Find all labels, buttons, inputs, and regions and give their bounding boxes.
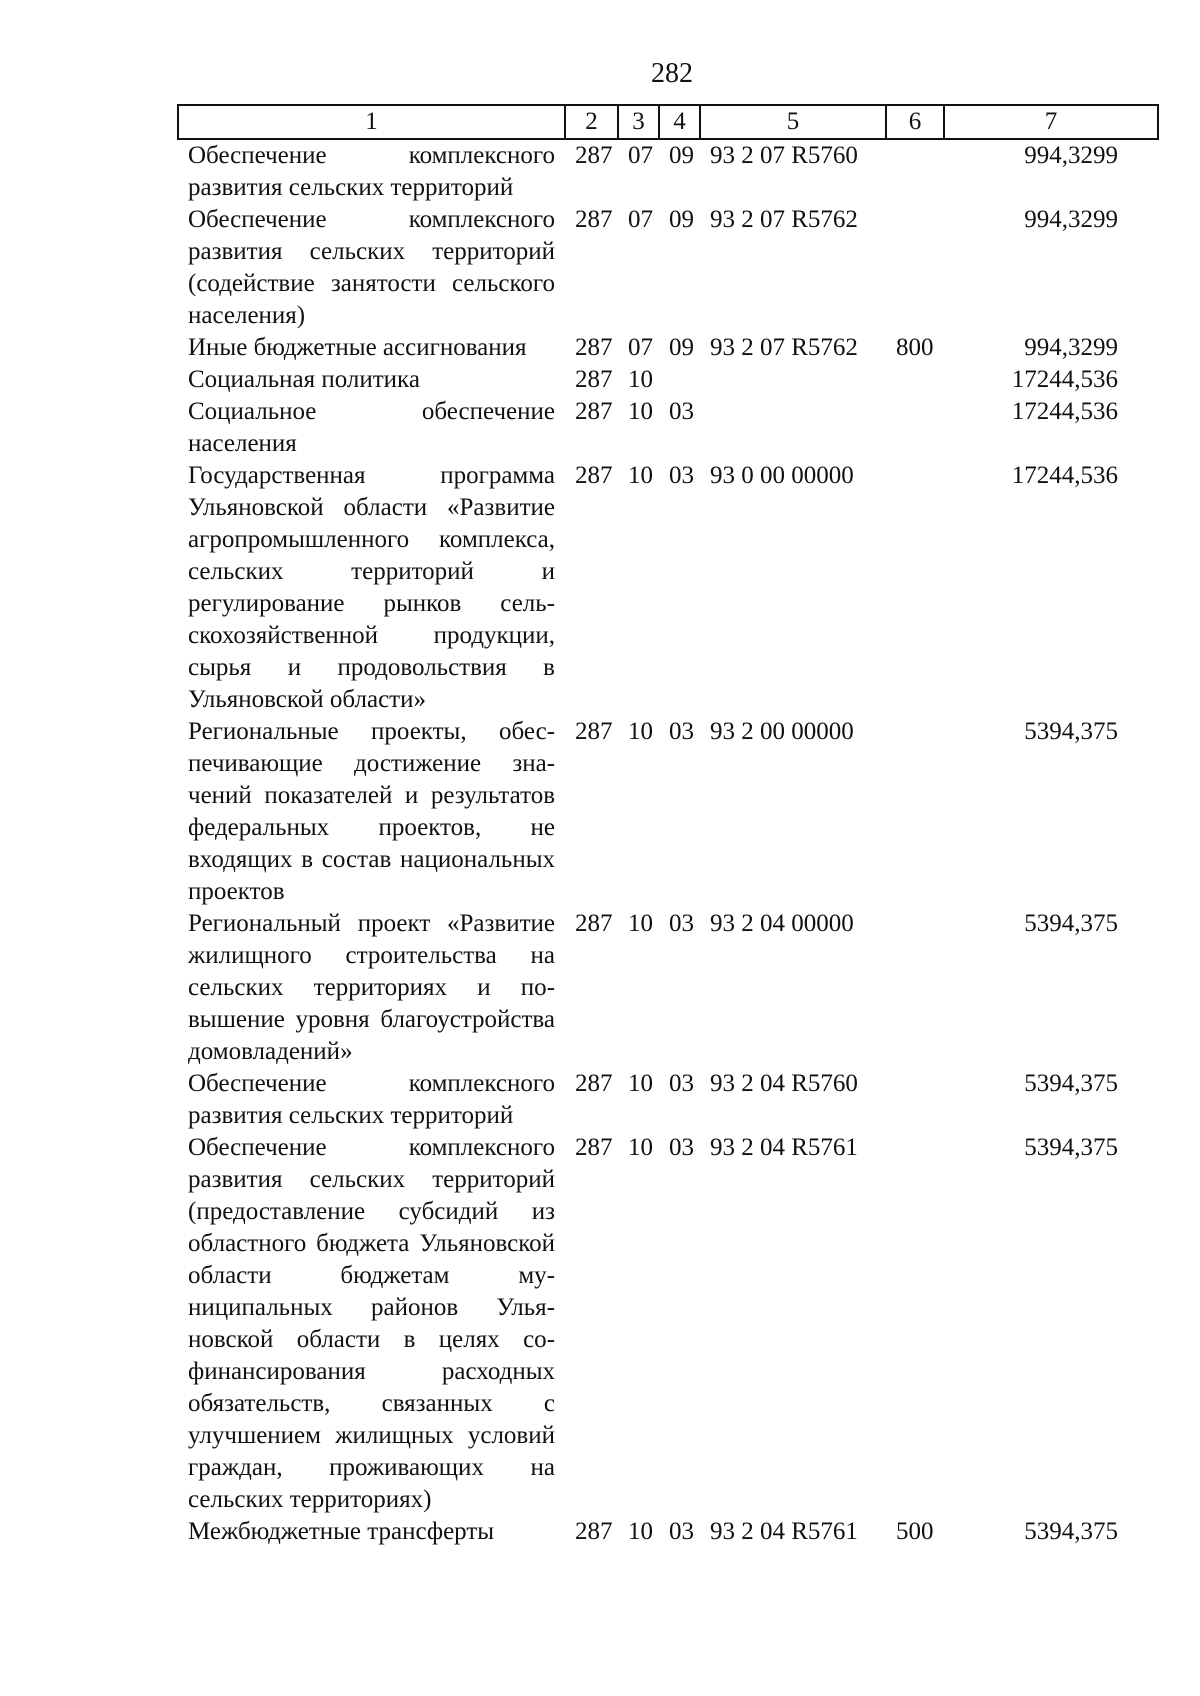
row-col-5: 93 2 04 R5760 xyxy=(710,1070,858,1097)
row-col-3: 10 xyxy=(628,366,653,393)
header-col-5: 5 xyxy=(700,105,886,139)
table-row xyxy=(178,1516,1158,1548)
row-col-3: 10 xyxy=(628,1070,653,1097)
row-col-3: 10 xyxy=(628,910,653,937)
row-col-5 xyxy=(700,364,886,396)
row-col-2: 287 xyxy=(575,718,613,745)
row-col-2: 287 xyxy=(575,334,613,361)
row-col-5: 93 2 04 R5761 xyxy=(710,1134,858,1161)
row-name: Социальная политика xyxy=(188,366,420,393)
row-name: Социальное обеспечение населения xyxy=(188,398,555,457)
row-col-4: 03 xyxy=(669,1134,694,1161)
row-name: Обеспечение комплексного развития сельских территорий (предоставление субсидий из областного бюджета Ульяновской области бюджетам муниципальных районов Ульяновской области в целях софинансирования расходных обязательств, связанных с улучшением жилищных условий граждан, проживающих на сельских территориях) xyxy=(188,1134,555,1513)
row-col-6 xyxy=(886,908,944,1068)
row-name: Межбюджетные трансферты xyxy=(188,1518,495,1545)
row-col-5 xyxy=(700,396,886,460)
row-name: Обеспечение комплексного развития сельских территорий xyxy=(188,142,555,201)
table-row xyxy=(178,139,1158,204)
table-row xyxy=(178,332,1158,364)
row-col-3: 10 xyxy=(628,462,653,489)
row-col-5: 93 2 00 00000 xyxy=(710,718,854,745)
row-col-3: 10 xyxy=(628,398,653,425)
row-sum: 17244,536 xyxy=(1011,398,1118,425)
row-sum: 17244,536 xyxy=(1011,462,1118,489)
row-name: Государственная программа Ульяновской области «Развитие агропромышленного комплекса, сельских территорий и регулирование рынков сельскохозяйственной продукции, сырья и продовольствия в Ульяновской области» xyxy=(188,462,555,713)
table-row xyxy=(178,1068,1158,1132)
row-col-2: 287 xyxy=(575,206,613,233)
table-row xyxy=(178,396,1158,460)
header-col-4: 4 xyxy=(659,105,700,139)
row-col-6 xyxy=(886,396,944,460)
budget-table xyxy=(177,104,1159,1548)
row-col-2: 287 xyxy=(575,910,613,937)
row-col-5: 93 0 00 00000 xyxy=(710,462,854,489)
row-col-2: 287 xyxy=(575,1070,613,1097)
row-col-6 xyxy=(886,460,944,716)
row-sum: 17244,536 xyxy=(1011,366,1118,393)
row-sum: 5394,375 xyxy=(1024,1518,1118,1545)
row-col-5: 93 2 07 R5760 xyxy=(710,142,858,169)
row-name: Обеспечение комплексного развития сельских территорий (содействие занятости сельского населения) xyxy=(188,206,555,329)
row-sum: 5394,375 xyxy=(1024,1134,1118,1161)
row-sum: 994,3299 xyxy=(1024,334,1118,361)
header-col-3: 3 xyxy=(618,105,659,139)
row-name: Региональные проекты, обеспечивающие достижение значений показателей и результатов федеральных проектов, не входящих в состав национальных проектов xyxy=(188,718,555,905)
header-col-2: 2 xyxy=(565,105,618,139)
row-col-6 xyxy=(886,716,944,908)
row-col-3: 07 xyxy=(628,206,653,233)
row-col-4: 03 xyxy=(669,1070,694,1097)
table-row xyxy=(178,908,1158,1068)
row-col-2: 287 xyxy=(575,462,613,489)
row-col-2: 287 xyxy=(575,142,613,169)
row-col-4 xyxy=(659,364,700,396)
row-sum: 994,3299 xyxy=(1024,142,1118,169)
row-col-3: 10 xyxy=(628,1518,653,1545)
row-col-4: 09 xyxy=(669,206,694,233)
page-number: 282 xyxy=(651,58,693,89)
row-name: Обеспечение комплексного развития сельских территорий xyxy=(188,1070,555,1129)
row-sum: 5394,375 xyxy=(1024,910,1118,937)
row-col-5: 93 2 07 R5762 xyxy=(710,334,858,361)
row-col-5: 93 2 04 R5761 xyxy=(710,1518,858,1545)
table-row xyxy=(178,204,1158,332)
row-col-6: 500 xyxy=(896,1518,934,1545)
row-col-4: 03 xyxy=(669,910,694,937)
row-col-4: 09 xyxy=(669,334,694,361)
row-col-4: 09 xyxy=(669,142,694,169)
row-col-3: 10 xyxy=(628,718,653,745)
row-name: Региональный проект «Развитие жилищного строительства на сельских территориях и повышение уровня благоустройства домовладений» xyxy=(188,910,555,1065)
row-sum: 994,3299 xyxy=(1024,206,1118,233)
row-col-5: 93 2 07 R5762 xyxy=(710,206,858,233)
row-col-6 xyxy=(886,204,944,332)
row-col-2: 287 xyxy=(575,1518,613,1545)
table-row xyxy=(178,460,1158,716)
row-col-4: 03 xyxy=(669,718,694,745)
row-col-6: 800 xyxy=(896,334,934,361)
table-body xyxy=(178,139,1158,1548)
header-col-1: 1 xyxy=(178,105,565,139)
row-col-3: 10 xyxy=(628,1134,653,1161)
row-sum: 5394,375 xyxy=(1024,1070,1118,1097)
header-col-7: 7 xyxy=(944,105,1158,139)
row-col-5: 93 2 04 00000 xyxy=(710,910,854,937)
row-name: Иные бюджетные ассигнования xyxy=(188,334,527,361)
row-col-6 xyxy=(886,139,944,204)
table-header xyxy=(178,105,1158,139)
header-col-6: 6 xyxy=(886,105,944,139)
row-col-3: 07 xyxy=(628,334,653,361)
row-col-6 xyxy=(886,1132,944,1516)
row-col-2: 287 xyxy=(575,1134,613,1161)
row-sum: 5394,375 xyxy=(1024,718,1118,745)
table-row xyxy=(178,1132,1158,1516)
row-col-6 xyxy=(886,364,944,396)
row-col-4: 03 xyxy=(669,1518,694,1545)
row-col-2: 287 xyxy=(575,398,613,425)
row-col-3: 07 xyxy=(628,142,653,169)
row-col-2: 287 xyxy=(575,366,613,393)
row-col-6 xyxy=(886,1068,944,1132)
row-col-4: 03 xyxy=(669,462,694,489)
table-row xyxy=(178,364,1158,396)
header-row xyxy=(178,105,1158,139)
row-col-4: 03 xyxy=(669,398,694,425)
table-row xyxy=(178,716,1158,908)
